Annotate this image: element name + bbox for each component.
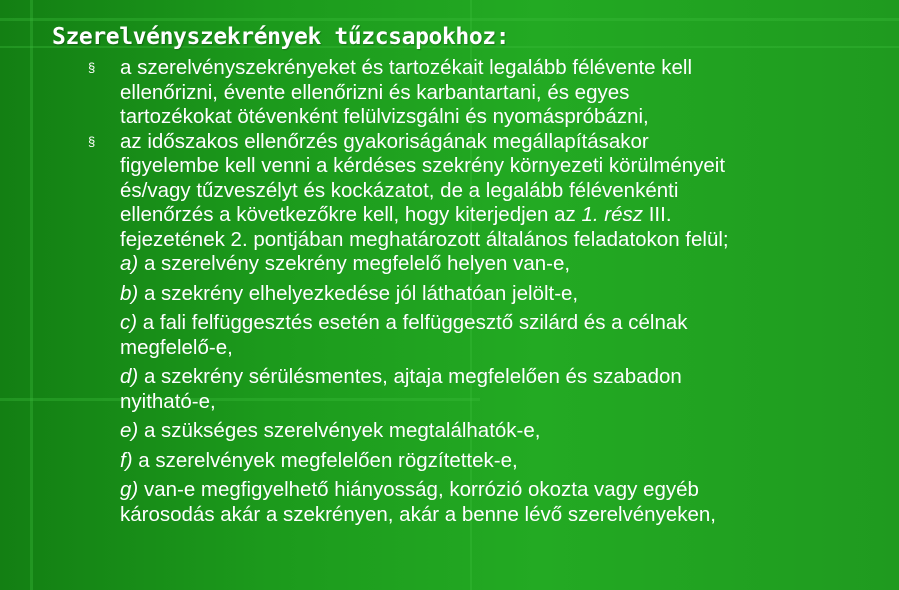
item-letter: c) (120, 311, 138, 334)
item-letter: b) (120, 281, 139, 305)
slide-body (88, 56, 878, 527)
item-text: a szükséges szerelvények megtalálhatók-e, (143, 419, 541, 442)
decorative-stripe (30, 0, 33, 590)
decorative-stripe (0, 18, 899, 21)
bullet-icon: § (88, 60, 96, 75)
text-line: figyelembe kell venni a kérdéses szekrény környezeti körülményeit (120, 154, 726, 177)
item-letter: g) (120, 478, 139, 501)
bullet-item (88, 130, 878, 253)
sub-item-a (88, 252, 878, 277)
text-line (120, 203, 878, 228)
bullet-icon: § (88, 133, 96, 149)
sub-item-g (88, 478, 878, 527)
slide-title: Szerelvényszekrények tűzcsapokhoz: (52, 24, 510, 50)
text-fragment: III. (643, 203, 672, 226)
text-line: és/vagy tűzveszélyt és kockázatot, de a legalább félévenkénti (120, 178, 679, 202)
item-text: a szerelvény szekrény megfelelő helyen van-e, (143, 252, 571, 275)
item-text: van-e megfigyelhető hiányosság, korrózió okozta vagy egyéb (143, 478, 699, 501)
text-line: a szerelvényszekrényeket és tartozékait legalább félévente kell (120, 56, 693, 79)
sub-item-d (88, 365, 878, 414)
text-fragment: ellenőrzés a következőkre kell, hogy kiterjedjen az (120, 203, 582, 226)
bullet-item (88, 56, 878, 130)
sub-item-f (88, 449, 878, 474)
item-text: a szekrény elhelyezkedése jól láthatóan jelölt-e, (143, 281, 579, 305)
text-line: ellenőrizni, évente ellenőrizni és karbantartani, és egyes (120, 80, 630, 104)
item-letter: a) (120, 252, 139, 275)
item-text: a szerelvények megfelelően rögzítettek-e, (138, 448, 518, 472)
text-line: fejezetének 2. pontjában meghatározott általános feladatokon felül; (120, 227, 729, 251)
part-reference: 1. rész (581, 203, 644, 226)
sub-item-b (88, 282, 878, 307)
item-letter: d) (120, 365, 139, 388)
item-text: a fali felfüggesztés esetén a felfüggesztő szilárd és a célnak (142, 311, 688, 334)
text-line: az időszakos ellenőrzés gyakoriságának megállapításakor (120, 129, 649, 153)
item-letter: e) (120, 419, 139, 442)
item-text: a szekrény sérülésmentes, ajtaja megfelelően és szabadon (143, 365, 682, 388)
item-text: megfelelő-e, (120, 335, 233, 359)
sub-item-e (88, 419, 878, 444)
item-letter: f) (120, 448, 133, 472)
item-text: károsodás akár a szekrényen, akár a benne lévő szerelvényeken, (120, 502, 716, 526)
sub-item-c (88, 311, 878, 360)
item-text: nyitható-e, (120, 389, 216, 413)
text-line: tartozékokat ötévenként felülvizsgálni és nyomáspróbázni, (120, 105, 649, 128)
